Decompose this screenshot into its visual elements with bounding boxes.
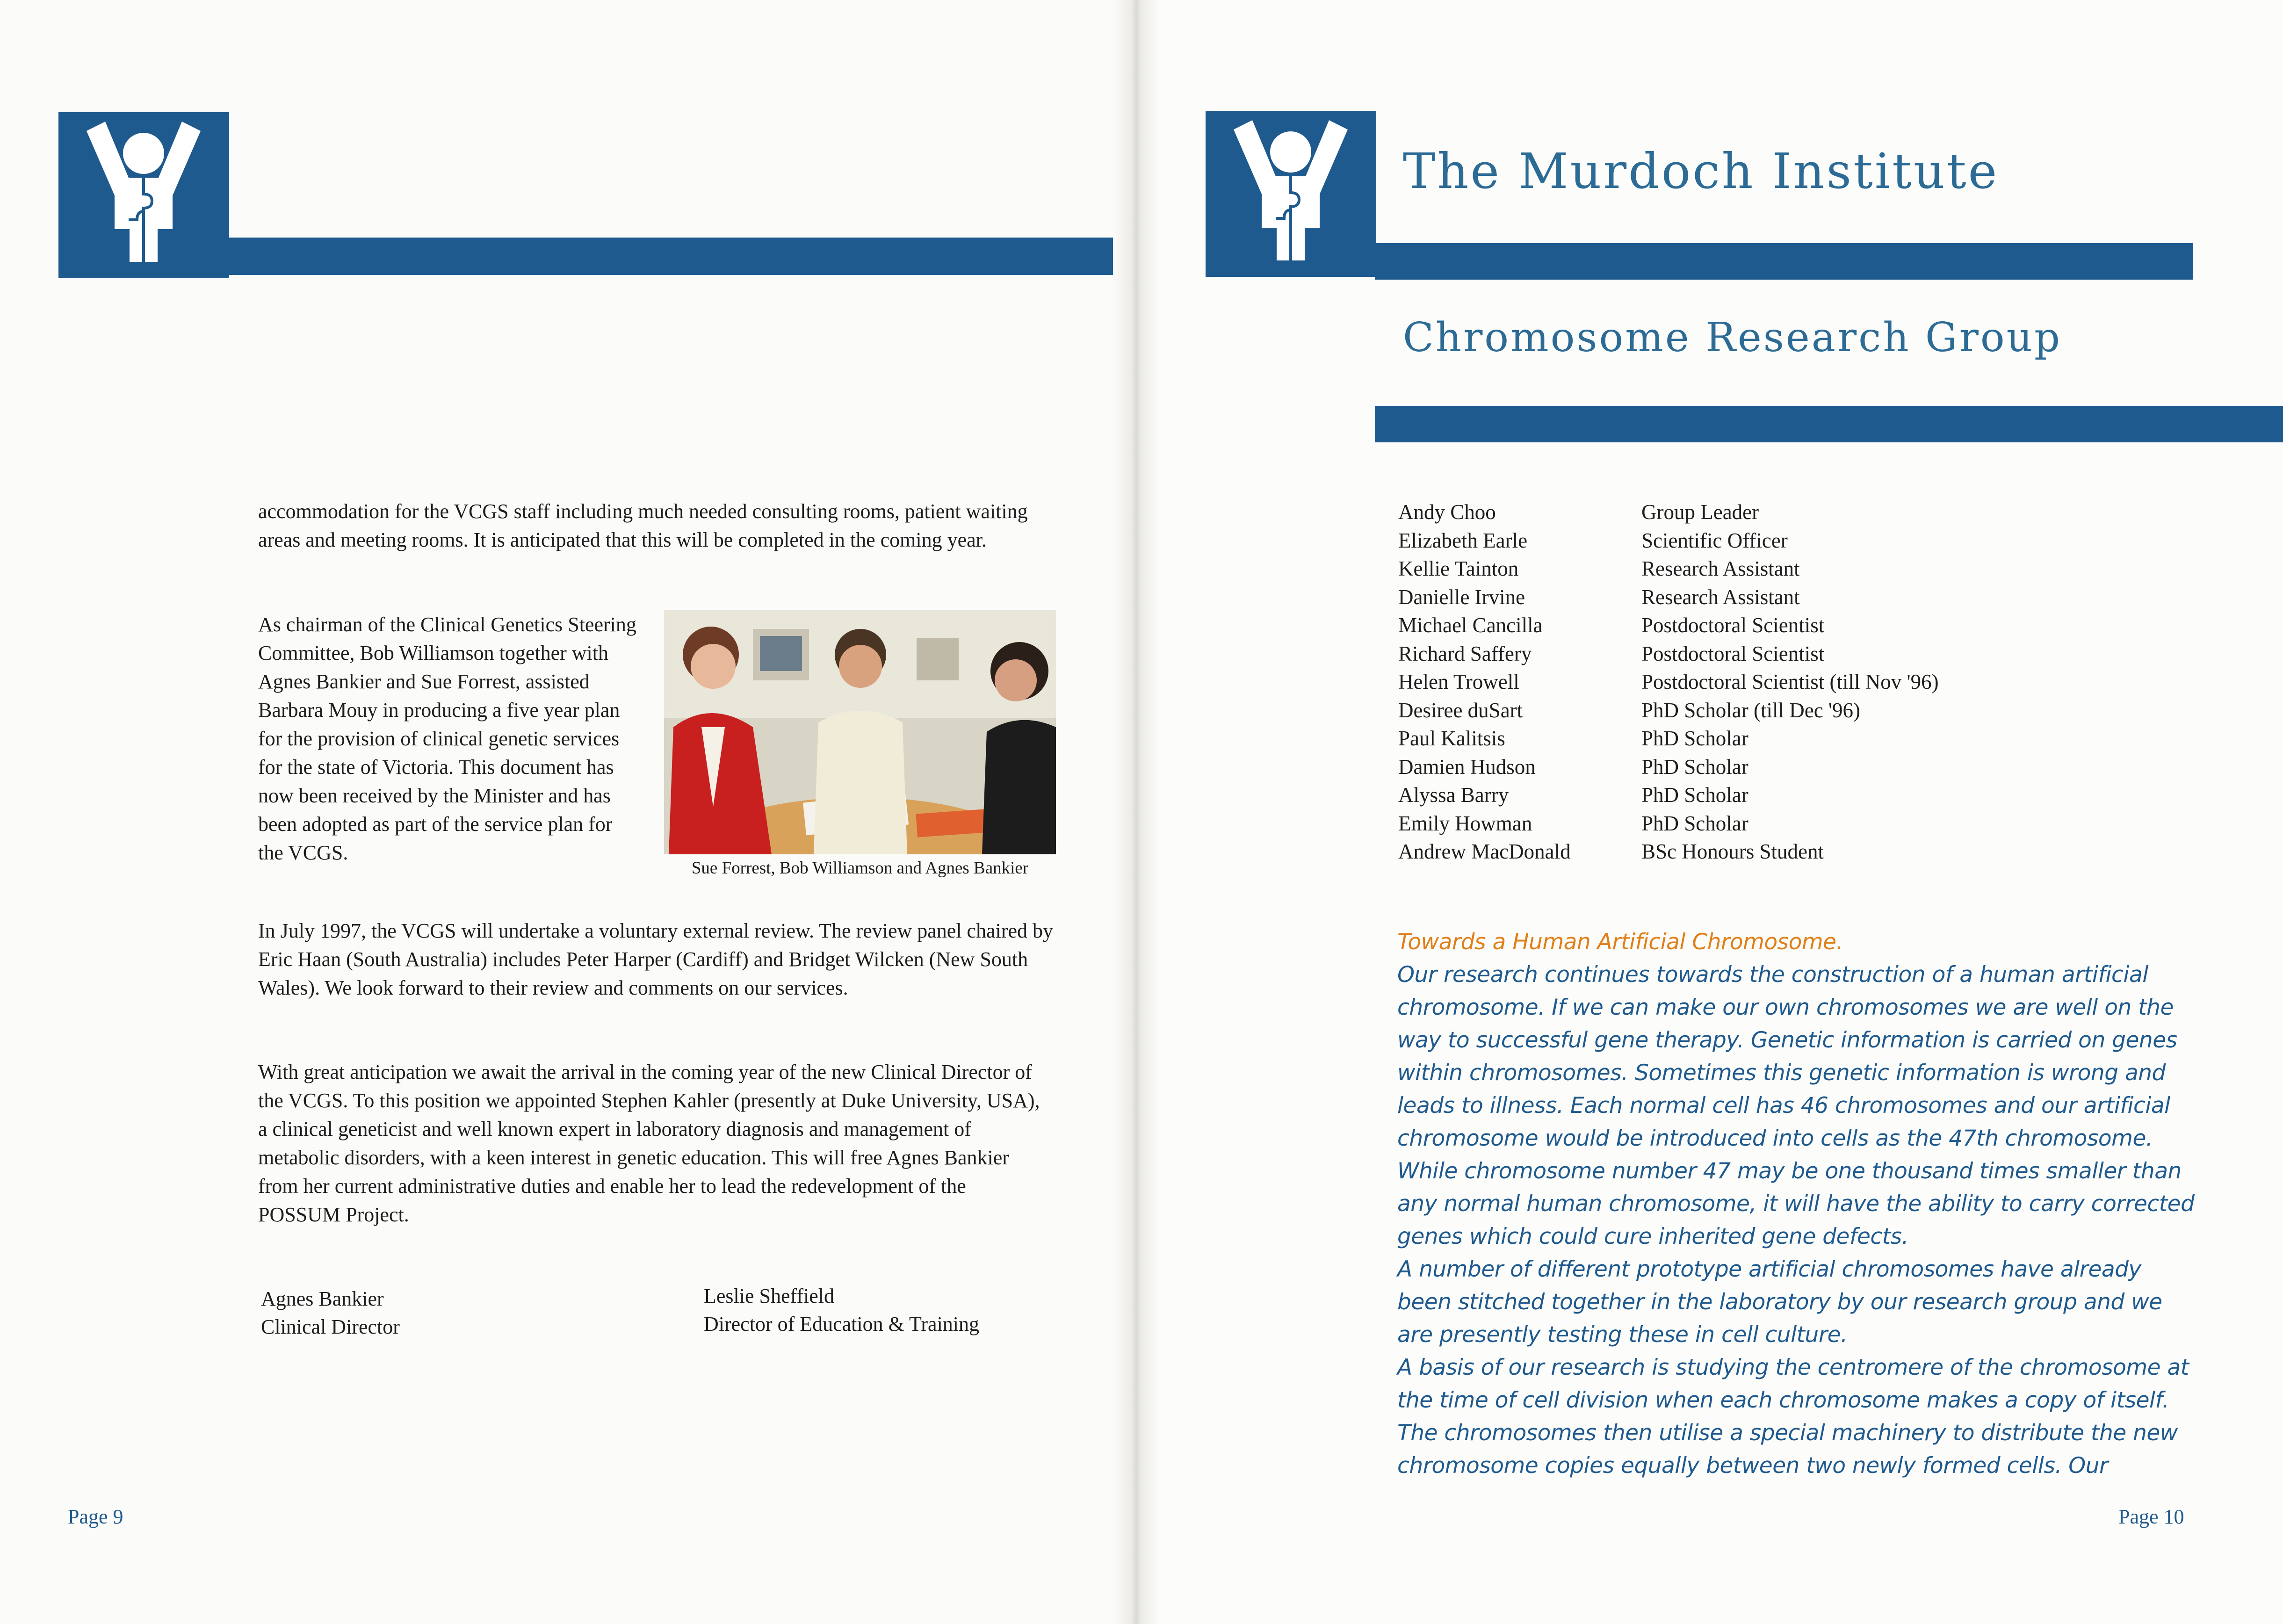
- staff-row: [1398, 611, 1939, 640]
- paragraph-1: [258, 497, 1053, 554]
- staff-role: PhD Scholar: [1641, 811, 1748, 835]
- staff-name: Richard Saffery: [1398, 642, 1532, 665]
- photo-caption: Sue Forrest, Bob Williamson and Agnes Bankier: [691, 859, 1029, 878]
- staff-name: Kellie Tainton: [1398, 557, 1519, 580]
- signature-title: Clinical Director: [261, 1315, 400, 1338]
- research-title: Towards a Human Artificial Chromosome.: [1397, 929, 1843, 955]
- research-paragraph-2: A number of different prototype artificial chromosomes have already been stitched together in the laboratory by our research group and we are presently testing these in cell culture.: [1397, 1256, 2162, 1348]
- staff-role: PhD Scholar (till Dec '96): [1641, 698, 1861, 722]
- paragraph-1-text: accommodation for the VCGS staff including much needed consulting rooms, patient waiting areas and meeting rooms. It is anticipated that this will be completed in the coming year.: [258, 500, 1028, 551]
- puzzle-figure-logo-icon: [58, 112, 229, 278]
- staff-role: PhD Scholar: [1641, 783, 1748, 807]
- staff-row: [1398, 696, 1939, 725]
- staff-row: [1398, 640, 1939, 668]
- staff-role: BSc Honours Student: [1641, 840, 1824, 863]
- staff-role: Postdoctoral Scientist (till Nov '96): [1641, 670, 1939, 693]
- paragraph-2: [258, 610, 642, 867]
- signature-block-1: [261, 1285, 400, 1341]
- staff-row: [1398, 527, 1939, 555]
- research-paragraph-1: Our research continues towards the construction of a human artificial chromosome. If we can make our own chromosomes we are well on the way to successful gene therapy. Genetic information is carried on genes within chromosomes. Sometimes this genetic information is wrong and leads to illness. Each normal cell has 46 chromosomes and our artificial chromosome would be introduced into cells as the 47th chromosome. While chromosome number 47 may be one thousand times smaller than any normal human chromosome, it will have the ability to carry corrected genes which could cure inherited gene defects.: [1397, 962, 2195, 1249]
- header-band-top: [1375, 243, 2193, 280]
- staff-name: Emily Howman: [1398, 811, 1532, 835]
- staff-name: Paul Kalitsis: [1398, 727, 1505, 750]
- staff-row: [1398, 781, 1939, 809]
- staff-name: Andy Choo: [1398, 500, 1496, 524]
- staff-list: [1398, 498, 1939, 866]
- signature-name: Agnes Bankier: [261, 1287, 384, 1310]
- puzzle-figure-logo-icon: [1206, 111, 1376, 277]
- staff-row: [1398, 668, 1939, 696]
- header-band-bottom: [1375, 406, 2283, 442]
- staff-photo: [664, 610, 1056, 854]
- page-number-left: Page 9: [68, 1505, 123, 1528]
- staff-role: PhD Scholar: [1641, 727, 1748, 750]
- murdoch-logo-icon: [1206, 111, 1376, 277]
- staff-role: Research Assistant: [1641, 557, 1800, 580]
- staff-role: PhD Scholar: [1641, 755, 1748, 779]
- research-paragraph-3: A basis of our research is studying the centromere of the chromosome at the time of cell division when each chromosome makes a copy of itself. The chromosomes then utilise a special machinery to distribute the new chromosome copies equally between two newly formed cells. Our: [1397, 1355, 2189, 1479]
- signature-name: Leslie Sheffield: [704, 1285, 834, 1307]
- staff-name: Damien Hudson: [1398, 755, 1536, 779]
- research-section: [1397, 926, 2202, 1482]
- staff-row: [1398, 809, 1939, 838]
- staff-role: Research Assistant: [1641, 585, 1800, 609]
- murdoch-logo-icon: [58, 112, 229, 278]
- staff-row: [1398, 837, 1939, 866]
- staff-role: Postdoctoral Scientist: [1641, 614, 1825, 637]
- paragraph-3: [258, 917, 1053, 1002]
- institute-title: The Murdoch Institute: [1403, 143, 1999, 200]
- staff-name: Helen Trowell: [1398, 670, 1519, 693]
- staff-role: Postdoctoral Scientist: [1641, 642, 1825, 665]
- staff-name: Elizabeth Earle: [1398, 528, 1528, 552]
- staff-role: Scientific Officer: [1641, 528, 1788, 552]
- group-title: Chromosome Research Group: [1403, 314, 2062, 361]
- left-page: [0, 0, 1132, 1624]
- paragraph-4: [258, 1058, 1053, 1229]
- paragraph-3-text: In July 1997, the VCGS will undertake a voluntary external review. The review panel chaired by Eric Haan (South Australia) includes Peter Harper (Cardiff) and Bridget Wilcken (New South Wales). We look forward to their review and comments on our services.: [258, 919, 1054, 999]
- staff-row: [1398, 753, 1939, 781]
- staff-name: Michael Cancilla: [1398, 614, 1543, 637]
- staff-name: Desiree duSart: [1398, 698, 1523, 722]
- staff-name: Danielle Irvine: [1398, 585, 1525, 609]
- staff-name: Andrew MacDonald: [1398, 840, 1571, 863]
- staff-row: [1398, 498, 1939, 527]
- page-number-right: Page 10: [2118, 1505, 2184, 1528]
- signature-title: Director of Education & Training: [704, 1313, 980, 1335]
- signature-block-2: [704, 1282, 979, 1338]
- paragraph-2-text: As chairman of the Clinical Genetics Steering Committee, Bob Williamson together with Agnes Bankier and Sue Forrest, assisted Barbara Mouy in producing a five year plan for the provision of clinical genetic services for the state of Victoria. This document has now been received by the Minister and has been adopted as part of the service plan for the VCGS.: [258, 613, 636, 864]
- paragraph-4-text: With great anticipation we await the arrival in the coming year of the new Clinical Director of the VCGS. To this position we appointed Stephen Kahler (presently at Duke University, USA), a clinical geneticist and well known expert in laboratory diagnosis and management of metabolic disorders, with a keen interest in genetic education. This will free Agnes Bankier from her current administrative duties and enable her to lead the redevelopment of the POSSUM Project.: [258, 1061, 1040, 1226]
- staff-row: [1398, 583, 1939, 612]
- book-gutter: [1113, 0, 1160, 1624]
- header-band: [229, 238, 1132, 275]
- staff-row: [1398, 555, 1939, 583]
- staff-name: Alyssa Barry: [1398, 783, 1509, 807]
- staff-role: Group Leader: [1641, 500, 1759, 524]
- staff-photo-illustration: [664, 610, 1056, 854]
- staff-row: [1398, 724, 1939, 753]
